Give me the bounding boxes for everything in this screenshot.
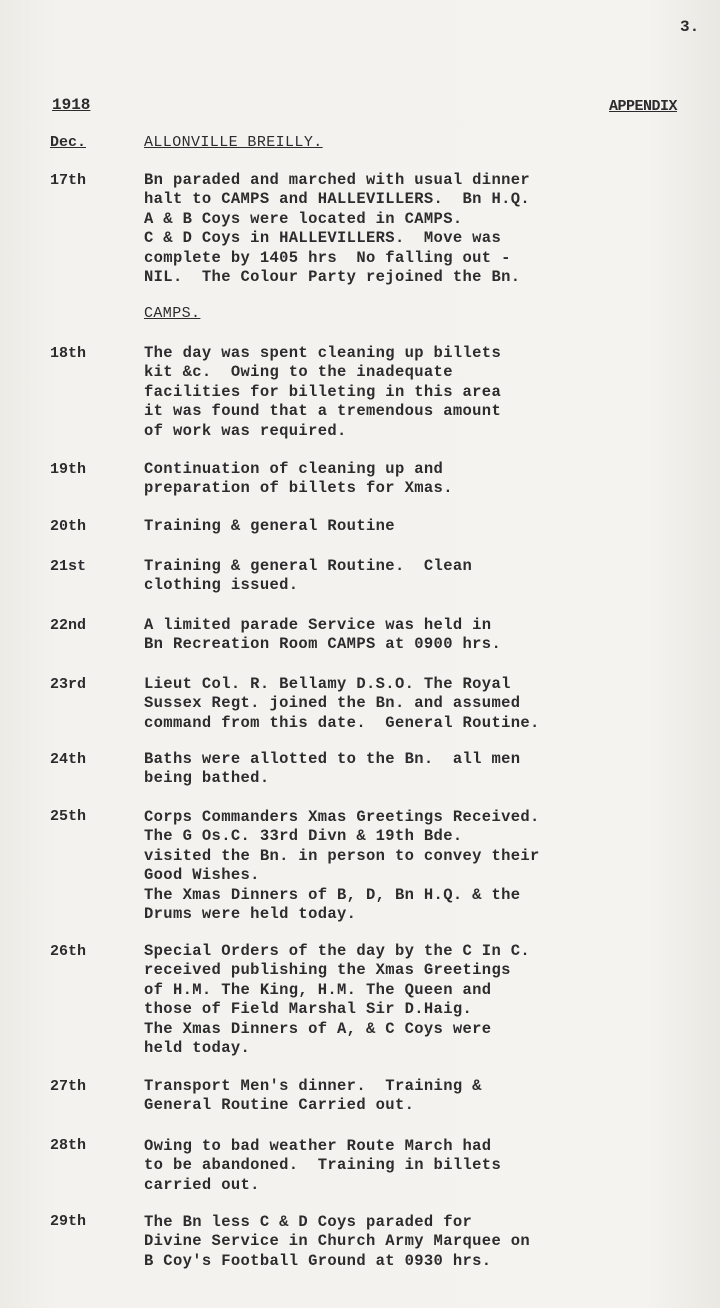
place-heading-allonville: ALLONVILLE BREILLY.	[144, 134, 323, 151]
entry-date: 27th	[50, 1078, 87, 1095]
entry-text	[144, 1137, 644, 1195]
entry-line: facilities for billeting in this area	[144, 382, 502, 401]
entry-line: A & B Coys were located in CAMPS.	[144, 209, 463, 228]
appendix-heading: APPENDIX	[609, 98, 678, 115]
entry-date: 25th	[50, 808, 87, 825]
entry-text	[144, 1077, 644, 1116]
month-heading: Dec.	[50, 134, 87, 151]
entry-line: Special Orders of the day by the C In C.	[144, 942, 531, 960]
entry-line: held today.	[144, 1039, 251, 1058]
entry-line: Training & general Routine. Clean	[144, 557, 473, 575]
entry-line: being bathed.	[144, 769, 270, 788]
entry-date: 20th	[50, 518, 87, 535]
year-heading: 1918	[52, 96, 91, 114]
entry-text	[144, 750, 644, 789]
entry-text	[144, 616, 644, 655]
entry-line: Continuation of cleaning up and	[144, 460, 444, 478]
entry-line: Good Wishes.	[144, 866, 260, 885]
entry-line: preparation of billets for Xmas.	[144, 479, 453, 498]
entry-line: B Coy's Football Ground at 0930 hrs.	[144, 1251, 492, 1270]
entry-line: Owing to bad weather Route March had	[144, 1137, 492, 1155]
entry-line: The Xmas Dinners of A, & C Coys were	[144, 1019, 492, 1038]
entry-line: Bn paraded and marched with usual dinner	[144, 171, 531, 189]
entry-line: Training & general Routine	[144, 517, 395, 535]
entry-line: halt to CAMPS and HALLEVILLERS. Bn H.Q.	[144, 190, 531, 209]
entry-text	[144, 1213, 644, 1271]
entry-text	[144, 557, 644, 596]
entry-text	[144, 344, 644, 441]
entry-line: Transport Men's dinner. Training &	[144, 1077, 482, 1095]
entry-text	[144, 460, 644, 499]
entry-date: 21st	[50, 558, 87, 575]
entry-line: Bn Recreation Room CAMPS at 0900 hrs.	[144, 635, 502, 654]
entry-line: C & D Coys in HALLEVILLERS. Move was	[144, 229, 502, 248]
entry-line: complete by 1405 hrs No falling out -	[144, 248, 511, 267]
entry-text	[144, 675, 644, 733]
entry-date: 26th	[50, 943, 87, 960]
entry-date: 29th	[50, 1213, 87, 1230]
entry-text	[144, 517, 644, 536]
entry-line: received publishing the Xmas Greetings	[144, 961, 511, 980]
entry-line: Baths were allotted to the Bn. all men	[144, 750, 521, 768]
entry-line: of H.M. The King, H.M. The Queen and	[144, 980, 492, 999]
entry-line: it was found that a tremendous amount	[144, 402, 502, 421]
entry-text	[144, 171, 644, 287]
entry-line: A limited parade Service was held in	[144, 616, 492, 634]
entry-line: Divine Service in Church Army Marquee on	[144, 1232, 531, 1251]
entry-date: 28th	[50, 1137, 87, 1154]
page-number: 3.	[680, 18, 700, 36]
place-heading-camps: CAMPS.	[144, 305, 201, 322]
entry-line: kit &c. Owing to the inadequate	[144, 363, 453, 382]
entry-line: The Bn less C & D Coys paraded for	[144, 1213, 473, 1231]
entry-line: The Xmas Dinners of B, D, Bn H.Q. & the	[144, 885, 521, 904]
entry-date: 19th	[50, 461, 87, 478]
entry-line: Sussex Regt. joined the Bn. and assumed	[144, 694, 521, 713]
entry-line: visited the Bn. in person to convey their	[144, 846, 540, 865]
entry-text	[144, 942, 644, 1058]
entry-line: carried out.	[144, 1175, 260, 1194]
entry-date: 18th	[50, 345, 87, 362]
entry-line: General Routine Carried out.	[144, 1096, 415, 1115]
entry-line: Drums were held today.	[144, 905, 357, 924]
entry-date: 23rd	[50, 676, 87, 693]
entry-text	[144, 808, 644, 924]
entry-date: 17th	[50, 172, 87, 189]
entry-line: clothing issued.	[144, 576, 299, 595]
entry-line: those of Field Marshal Sir D.Haig.	[144, 1000, 473, 1019]
entry-date: 24th	[50, 751, 87, 768]
entry-line: to be abandoned. Training in billets	[144, 1156, 502, 1175]
entry-line: The day was spent cleaning up billets	[144, 344, 502, 362]
entry-line: command from this date. General Routine.	[144, 713, 540, 732]
entry-date: 22nd	[50, 617, 87, 634]
entry-line: of work was required.	[144, 421, 347, 440]
entry-line: Corps Commanders Xmas Greetings Received.	[144, 808, 540, 826]
entry-line: Lieut Col. R. Bellamy D.S.O. The Royal	[144, 675, 511, 693]
entry-line: NIL. The Colour Party rejoined the Bn.	[144, 268, 521, 287]
entry-line: The G Os.C. 33rd Divn & 19th Bde.	[144, 827, 463, 846]
